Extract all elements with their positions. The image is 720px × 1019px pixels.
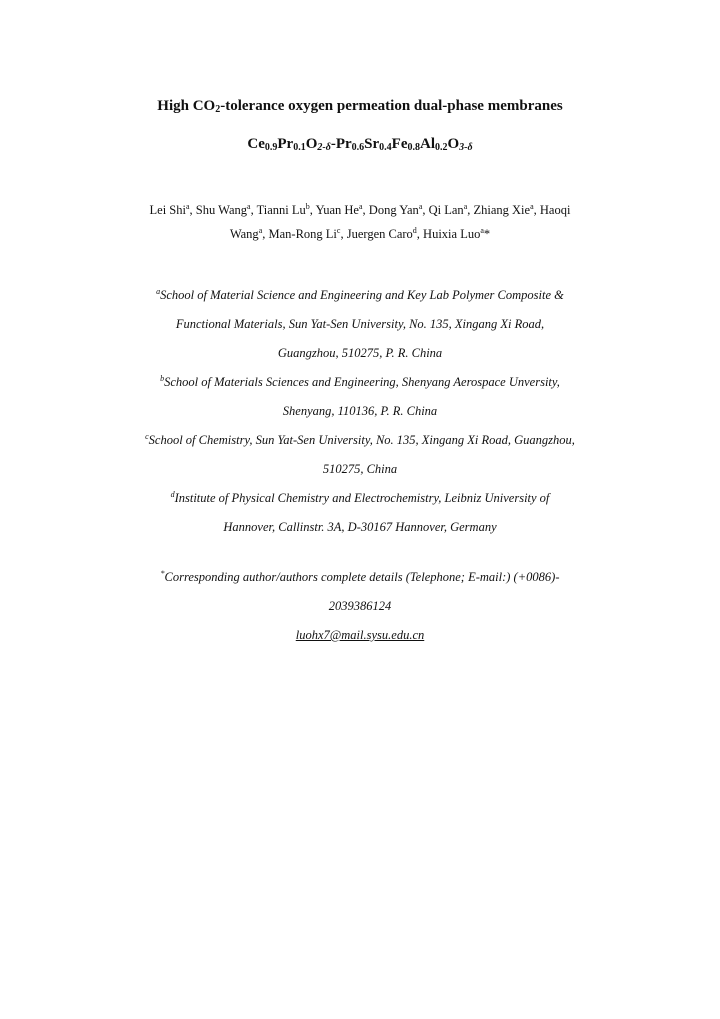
formula-element: O bbox=[305, 136, 318, 152]
formula-element: Ce bbox=[247, 136, 265, 152]
affiliation-line bbox=[90, 281, 630, 310]
formula-element: Fe bbox=[391, 136, 408, 152]
author-separator: , bbox=[362, 203, 369, 217]
affiliation-marker: d bbox=[170, 490, 175, 499]
affiliation-marker: a bbox=[247, 202, 251, 211]
author-name: Yuan He bbox=[315, 203, 359, 217]
affiliation-text: Guangzhou, 510275, P. R. China bbox=[277, 346, 443, 360]
email-link[interactable]: luohx7@mail.sysu.edu.cn bbox=[295, 628, 425, 642]
corresponding-phone: 2039386124 bbox=[328, 599, 392, 613]
affiliations bbox=[90, 281, 630, 542]
affiliation-line bbox=[90, 339, 630, 368]
formula-subscript: 2-δ bbox=[317, 142, 331, 153]
email-line bbox=[90, 621, 630, 650]
author-separator: , bbox=[189, 203, 196, 217]
affiliation-marker: d bbox=[412, 226, 417, 235]
formula-element: Al bbox=[419, 136, 435, 152]
affiliation-marker: a bbox=[530, 202, 534, 211]
affiliation-line bbox=[90, 397, 630, 426]
formula-element: -Pr bbox=[330, 136, 352, 152]
author-separator: , bbox=[422, 203, 429, 217]
affiliation-line bbox=[90, 513, 630, 542]
affiliation-line bbox=[90, 368, 630, 397]
affiliation-marker: a bbox=[258, 226, 263, 235]
title-subscript: 2 bbox=[215, 104, 221, 115]
formula-subscript: 0.4 bbox=[379, 142, 392, 153]
title-text-part2: -tolerance oxygen permeation dual-phase membranes bbox=[220, 98, 563, 114]
formula-subscript: 0.1 bbox=[293, 142, 306, 153]
affiliation-marker: c bbox=[145, 432, 149, 441]
author-name: Juergen Caro bbox=[346, 227, 413, 241]
author-name: Lei Shi bbox=[149, 203, 186, 217]
affiliation-text: Institute of Physical Chemistry and Electrochemistry, Leibniz University of bbox=[174, 491, 550, 505]
corresponding-author bbox=[90, 563, 630, 650]
affiliation-marker: a bbox=[463, 202, 468, 211]
affiliation-line bbox=[90, 310, 630, 339]
author-name: Dong Yan bbox=[368, 203, 419, 217]
affiliation-marker: a bbox=[185, 202, 190, 211]
formula-element: Sr bbox=[364, 136, 380, 152]
formula-subscript: 0.2 bbox=[434, 142, 448, 153]
author-separator: , Haoqi bbox=[533, 203, 571, 217]
author-list bbox=[100, 198, 620, 246]
author-separator: * bbox=[483, 227, 491, 241]
corresponding-line bbox=[90, 563, 630, 592]
author-name: Shu Wang bbox=[195, 203, 247, 217]
title-text-part1: High CO bbox=[157, 98, 216, 114]
author-separator: , bbox=[467, 203, 474, 217]
author-name: Wang bbox=[229, 227, 259, 241]
author-separator: , bbox=[250, 203, 257, 217]
affiliation-text: 510275, China bbox=[322, 462, 398, 476]
formula-subscript: 0.9 bbox=[264, 142, 278, 153]
author-name: Qi Lan bbox=[428, 203, 464, 217]
affiliation-marker: b bbox=[160, 374, 165, 383]
affiliation-text: School of Materials Sciences and Engineering, Shenyang Aerospace Unversity, bbox=[164, 375, 560, 389]
author-separator: , bbox=[309, 203, 316, 217]
paper-title bbox=[60, 96, 660, 116]
author-separator: , bbox=[416, 227, 424, 241]
corresponding-text: Corresponding author/authors complete details (Telephone; E-mail:) (+0086)- bbox=[164, 570, 560, 584]
author-separator: , bbox=[340, 227, 347, 241]
author-name: Tianni Lu bbox=[256, 203, 306, 217]
corresponding-marker: * bbox=[160, 569, 165, 578]
formula-subscript: 0.8 bbox=[407, 142, 420, 153]
affiliation-line bbox=[90, 455, 630, 484]
affiliation-text: Hannover, Callinstr. 3A, D-30167 Hannover, Germany bbox=[223, 520, 497, 534]
author-name: Zhiang Xie bbox=[473, 203, 531, 217]
affiliation-text: School of Chemistry, Sun Yat-Sen University, No. 135, Xingang Xi Road, Guangzhou, bbox=[148, 433, 575, 447]
affiliation-marker: a bbox=[156, 287, 161, 296]
affiliation-line bbox=[90, 426, 630, 455]
affiliation-text: Functional Materials, Sun Yat-Sen University, No. 135, Xingang Xi Road, bbox=[175, 317, 545, 331]
author-name: Huixia Luo bbox=[423, 227, 481, 241]
author-line bbox=[100, 198, 620, 222]
formula-element: O bbox=[447, 136, 460, 152]
title-formula bbox=[60, 134, 660, 154]
affiliation-marker: b bbox=[305, 202, 310, 211]
author-name: Man-Rong Li bbox=[268, 227, 337, 241]
affiliation-marker: c bbox=[336, 226, 341, 235]
formula-element: Pr bbox=[277, 136, 294, 152]
affiliation-marker: a bbox=[358, 202, 363, 211]
affiliation-text: Shenyang, 110136, P. R. China bbox=[282, 404, 438, 418]
formula-subscript: 0.6 bbox=[351, 142, 365, 153]
author-line bbox=[100, 222, 620, 246]
formula-subscript: 3-δ bbox=[459, 142, 473, 153]
affiliation-text: School of Material Science and Engineering and Key Lab Polymer Composite & bbox=[160, 288, 564, 302]
author-separator: , bbox=[262, 227, 269, 241]
affiliation-marker: a bbox=[480, 226, 484, 235]
affiliation-marker: a bbox=[418, 202, 423, 211]
affiliation-line bbox=[90, 484, 630, 513]
